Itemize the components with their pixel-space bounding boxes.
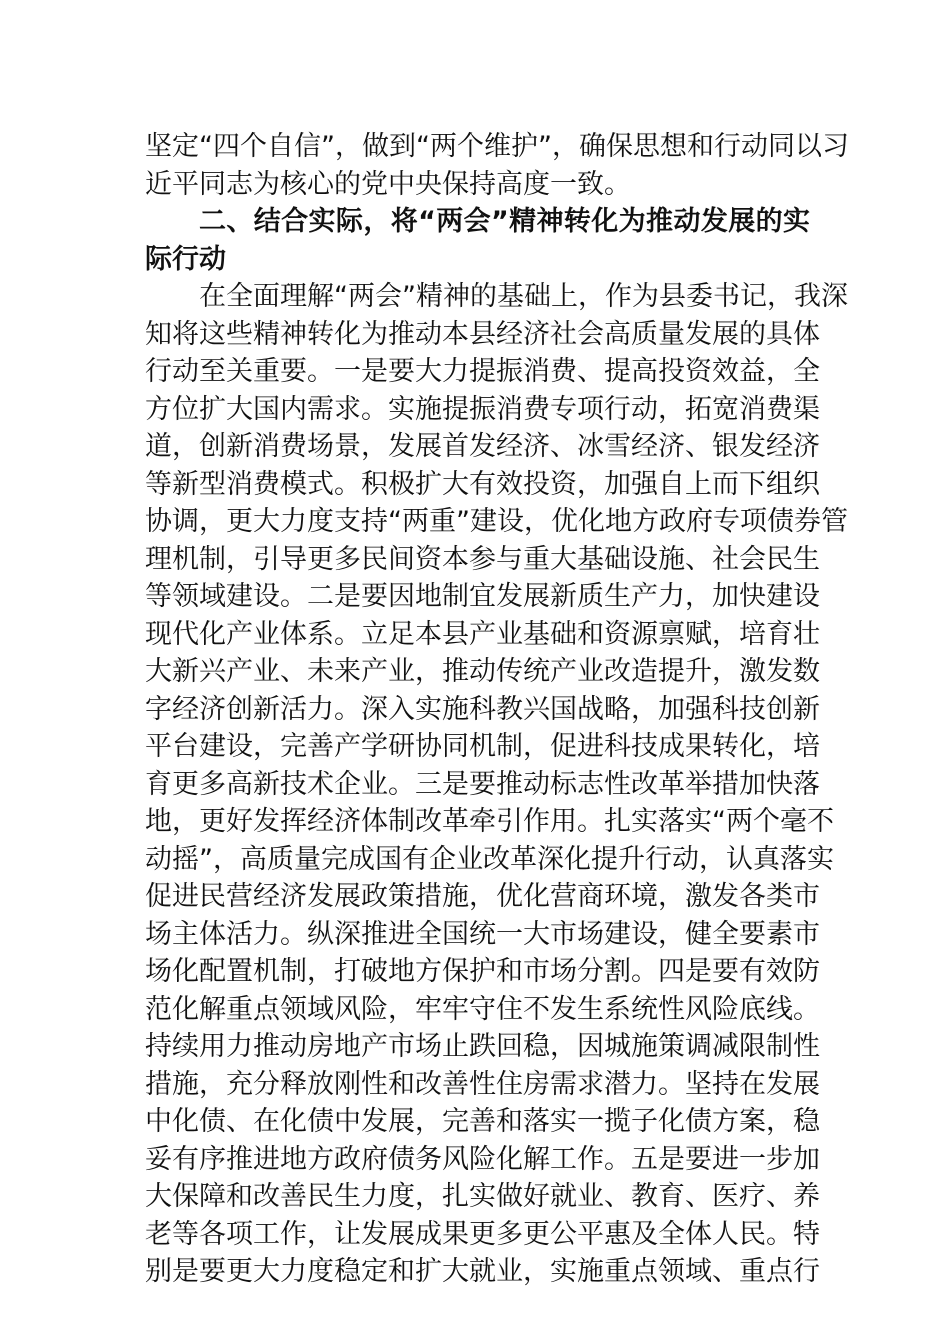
paragraph-line: 平台建设，完善产学研协同机制，促进科技成果转化，培 [145,731,820,762]
paragraph-line: 场主体活力。纵深推进全国统一大市场建设，健全要素市 [145,918,820,950]
paragraph-line: 坚定“四个自信”，做到“两个维护”，确保思想和行动同以习 [145,131,849,162]
paragraph-line: 促进民营经济发展政策措施，优化营商环境，激发各类市 [145,881,820,912]
paragraph-line: 中化债、在化债中发展，完善和落实一揽子化债方案，稳 [145,1106,820,1137]
paragraph-line: 理机制，引导更多民间资本参与重大基础设施、社会民生 [145,543,820,575]
paragraph-line: 知将这些精神转化为推动本县经济社会高质量发展的具体 [145,318,820,350]
paragraph-line: 措施，充分释放刚性和改善性住房需求潜力。坚持在发展 [145,1068,820,1100]
paragraph-line: 大新兴产业、未来产业，推动传统产业改造提升，激发数 [145,656,820,687]
paragraph-line: 老等各项工作，让发展成果更多更公平惠及全体人民。特 [145,1218,820,1250]
section-heading-line: 二、结合实际，将“两会”精神转化为推动发展的实 [199,206,810,237]
paragraph-line: 持续用力推动房地产市场止跌回稳，因城施策调减限制性 [145,1031,820,1062]
paragraph-line-end: 近平同志为核心的党中央保持高度一致。 [145,168,631,200]
paragraph-first-line: 在全面理解“两会”精神的基础上，作为县委书记，我深 [199,281,848,312]
paragraph-line: 等领域建设。二是要因地制宜发展新质生产力，加快建设 [145,581,820,612]
paragraph-line: 妥有序推进地方政府债务风险化解工作。五是要进一步加 [145,1143,820,1175]
paragraph-line: 范化解重点领域风险，牢牢守住不发生系统性风险底线。 [145,993,820,1025]
paragraph-line: 动摇”，高质量完成国有企业改革深化提升行动，认真落实 [145,843,834,875]
paragraph-line: 现代化产业体系。立足本县产业基础和资源禀赋，培育壮 [145,618,820,650]
paragraph-line: 场化配置机制，打破地方保护和市场分割。四是要有效防 [145,956,820,987]
paragraph-line: 协调，更大力度支持“两重”建设，优化地方政府专项债券管 [145,506,848,537]
paragraph-line: 道，创新消费场景，发展首发经济、冰雪经济、银发经济 [145,431,820,462]
paragraph-line: 等新型消费模式。积极扩大有效投资，加强自上而下组织 [145,468,820,500]
section-heading-line-end: 际行动 [145,243,226,275]
document-body [145,128,849,1291]
paragraph-line: 字经济创新活力。深入实施科教兴国战略，加强科技创新 [145,693,820,725]
paragraph-line: 方位扩大国内需求。实施提振消费专项行动，拓宽消费渠 [145,393,820,425]
paragraph-line: 大保障和改善民生力度，扎实做好就业、教育、医疗、养 [145,1181,820,1212]
paragraph-line: 别是要更大力度稳定和扩大就业，实施重点领域、重点行 [145,1256,820,1287]
paragraph-line: 地，更好发挥经济体制改革牵引作用。扎实落实“两个毫不 [145,806,834,837]
paragraph-line: 行动至关重要。一是要大力提振消费、提高投资效益，全 [145,356,820,387]
paragraph-line: 育更多高新技术企业。三是要推动标志性改革举措加快落 [145,768,820,800]
